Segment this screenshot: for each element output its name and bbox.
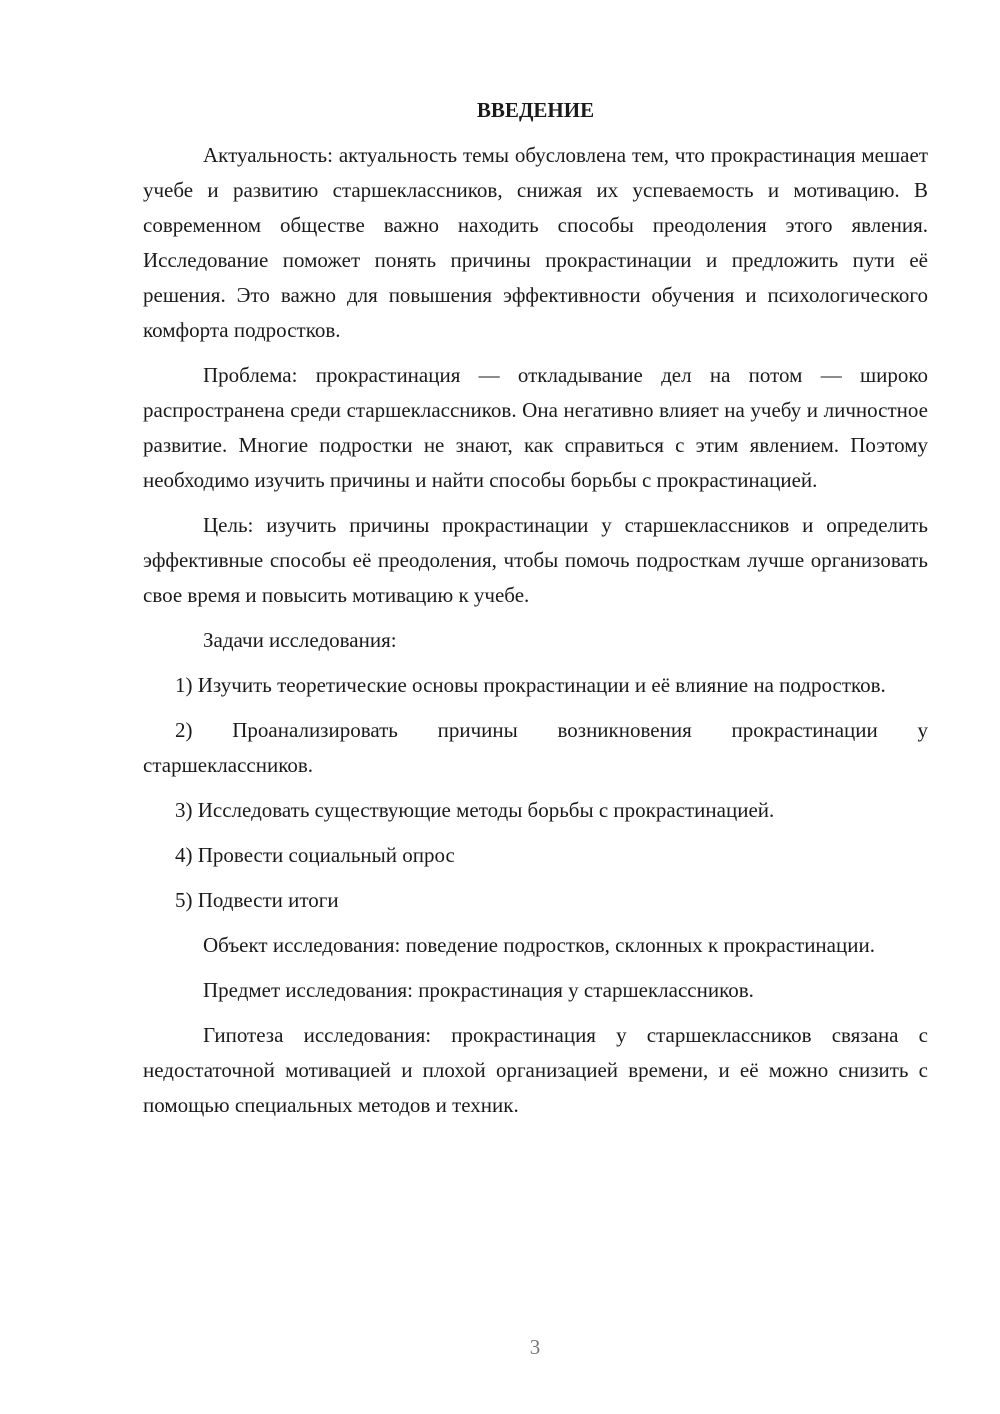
paragraph-relevance: Актуальность: актуальность темы обусловлена тем, что прокрастинация мешает учебе и развитию старшеклассников, снижая их успеваемость и мотивацию. В современном обществе важно находить способы преодоления этого явления. Исследование поможет понять причины прокрастинации и предложить пути её решения. Это важно для повышения эффективности обучения и психологического комфорта подростков.: [143, 143, 928, 342]
task-item-4: 4) Провести социальный опрос: [175, 843, 455, 867]
paragraph-goal: Цель: изучить причины прокрастинации у старшеклассников и определить эффективные способы её преодоления, чтобы помочь подросткам лучше организовать свое время и повысить мотивацию к учебе.: [143, 513, 928, 607]
task-item-2: 2) Проанализировать причины возникновения прокрастинации у старшеклассников.: [143, 718, 928, 777]
section-title: ВВЕДЕНИЕ: [476, 98, 595, 122]
paragraph-problem: Проблема: прокрастинация — откладывание дел на потом — широко распространена среди старшеклассников. Она негативно влияет на учебу и личностное развитие. Многие подростки не знают, как справиться с этим явлением. Поэтому необходимо изучить причины и найти способы борьбы с прокрастинацией.: [143, 363, 928, 492]
paragraph-tasks-heading: Задачи исследования:: [203, 628, 397, 652]
task-item-1: 1) Изучить теоретические основы прокрастинации и её влияние на подростков.: [175, 673, 886, 697]
page-content: [143, 93, 928, 1123]
paragraph-hypothesis: Гипотеза исследования: прокрастинация у старшеклассников связана с недостаточной мотивацией и плохой организацией времени, и её можно снизить с помощью специальных методов и техник.: [143, 1023, 928, 1117]
paragraph-object: Объект исследования: поведение подростков, склонных к прокрастинации.: [203, 933, 875, 957]
task-item-5: 5) Подвести итоги: [175, 888, 339, 912]
paragraph-subject: Предмет исследования: прокрастинация у старшеклассников.: [203, 978, 754, 1002]
task-item-3: 3) Исследовать существующие методы борьбы с прокрастинацией.: [175, 798, 775, 822]
page-number: 3: [529, 1335, 541, 1359]
